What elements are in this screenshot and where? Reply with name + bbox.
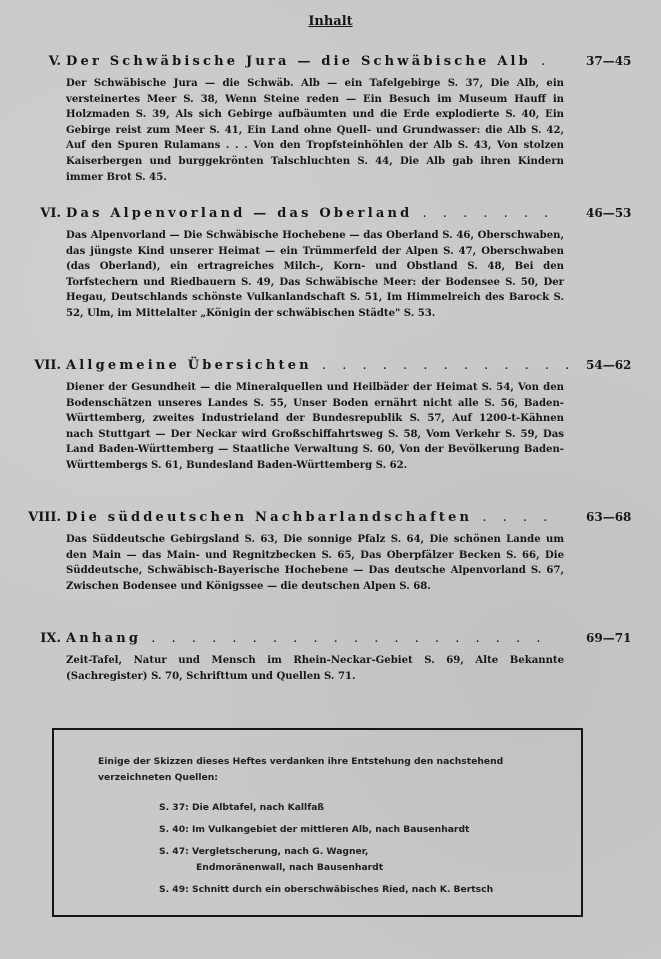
section-title: Die süddeutschen Nachbarlandschaften . . . . bbox=[66, 510, 554, 525]
section-heading[interactable] bbox=[0, 358, 661, 378]
section-number: IX. bbox=[40, 631, 61, 646]
source-item: S. 40: Im Vulkangebiet der mittleren Alb, nach Bausenhardt bbox=[159, 824, 470, 835]
section-title: Der Schwäbische Jura — die Schwäbische Alb . bbox=[66, 54, 552, 69]
section-pages: 63—68 bbox=[586, 510, 632, 524]
section-contents: Das Süddeutsche Gebirgsland S. 63, Die sonnige Pfalz S. 64, Die schönen Lande um den Main — das Main- und Regnitzbecken S. 65, Das Oberpfälzer Becken S. 66, Die Süddeutsche, Schwäbisch-Bayerische Hochebene — Das deutsche Alpenvorland S. 67, Zwischen Bodensee und Königssee — die deutschen Alpen S. 68. bbox=[66, 534, 564, 592]
page-title: Inhalt bbox=[308, 14, 353, 29]
section-pages: 69—71 bbox=[586, 631, 632, 645]
section-number: VII. bbox=[34, 358, 61, 373]
source-item: S. 47: Vergletscherung, nach G. Wagner, Endmoränenwall, nach Bausenhardt bbox=[159, 846, 384, 873]
section-heading[interactable] bbox=[0, 631, 661, 651]
section-number: V. bbox=[48, 54, 61, 69]
section-heading[interactable] bbox=[0, 54, 661, 74]
toc-section-ix bbox=[0, 631, 661, 682]
toc-section-vii bbox=[0, 358, 661, 471]
leader-dots: . . . . . . . . . . . . . . . . . . . . bbox=[141, 631, 547, 646]
sketch-sources-box bbox=[52, 728, 583, 917]
leader-dots: . . . . . . . bbox=[412, 206, 555, 221]
section-number: VI. bbox=[40, 206, 61, 221]
toc-section-viii bbox=[0, 510, 661, 592]
leader-dots: . . . . . . . . . . . . . bbox=[311, 358, 576, 373]
toc-section-vi bbox=[0, 206, 661, 319]
section-contents: Diener der Gesundheit — die Mineralquellen und Heilbäder der Heimat S. 54, Von den Bodenschätzen unseres Landes S. 55, Unser Boden ernährt nicht alle S. 56, Baden-Württemberg, zweites Industrieland der Bundesrepublik S. 57, Auf 1200-t-Kähnen nach Stuttgart — Der Neckar wird Großschiffahrtsweg S. 58, Vom Verkehr S. 59, Das Land Baden-Württemberg — Staatliche Verwaltung S. 60, Von der Bevölkerung Baden-Württembergs S. 61, Bundesland Baden-Württemberg S. 62. bbox=[66, 382, 564, 471]
section-number: VIII. bbox=[28, 510, 61, 525]
source-item: S. 49: Schnitt durch ein oberschwäbisches Ried, nach K. Bertsch bbox=[159, 884, 494, 895]
section-title: Das Alpenvorland — das Oberland . . . . . . . bbox=[66, 206, 555, 221]
section-heading[interactable] bbox=[0, 206, 661, 226]
leader-dots: . bbox=[530, 54, 552, 69]
section-contents: Zeit-Tafel, Natur und Mensch im Rhein-Neckar-Gebiet S. 69, Alte Bekannte (Sachregister) S. 70, Schrifttum und Quellen S. 71. bbox=[66, 655, 564, 682]
section-pages: 46—53 bbox=[586, 206, 632, 220]
sources-intro: Einige der Skizzen dieses Heftes verdanken ihre Entstehung den nachstehend verzeichneten Quellen: bbox=[98, 756, 504, 783]
toc-section-v bbox=[0, 54, 661, 183]
section-title: Anhang . . . . . . . . . . . . . . . . . . . . bbox=[66, 631, 547, 646]
source-item: S. 37: Die Albtafel, nach Kallfaß bbox=[159, 802, 325, 813]
section-heading[interactable] bbox=[0, 510, 661, 530]
section-title: Allgemeine Übersichten . . . . . . . . . . . . . bbox=[66, 358, 576, 373]
leader-dots: . . . . bbox=[472, 510, 554, 525]
section-contents: Der Schwäbische Jura — die Schwäb. Alb — ein Tafelgebirge S. 37, Die Alb, ein versteinertes Meer S. 38, Wenn Steine reden — Ein Besuch im Museum Hauff in Holzmaden S. 39, Als sich Gebirge aufbäumten und die Erde explodierte S. 40, Ein Gebirge reist zum Meer S. 41, Ein Land ohne Quell- und Grundwasser: die Alb S. 42, Auf den Spuren Rulamans . . . Von den Tropfsteinhöhlen der Alb S. 43, Von stolzen Kaiserbergen und burggekrönten Talschluchten S. 44, Die Alb gab ihren Kindern immer Brot S. 45. bbox=[66, 78, 564, 183]
section-pages: 37—45 bbox=[586, 54, 632, 68]
section-pages: 54—62 bbox=[586, 358, 632, 372]
section-contents: Das Alpenvorland — Die Schwäbische Hochebene — das Oberland S. 46, Oberschwaben, das jüngste Kind unserer Heimat — ein Trümmerfeld der Alpen S. 47, Oberschwaben (das Oberland), ein ertragreiches Milch-, Korn- und Obstland S. 48, Bei den Torfstechern und Riedbauern S. 49, Das Schwäbische Meer: der Bodensee S. 50, Der Hegau, Deutschlands schönste Vulkanlandschaft S. 51, Im Himmelreich des Barock S. 52, Ulm, im Mittelalter „Königin der schwäbischen Städte" S. 53. bbox=[66, 230, 564, 319]
